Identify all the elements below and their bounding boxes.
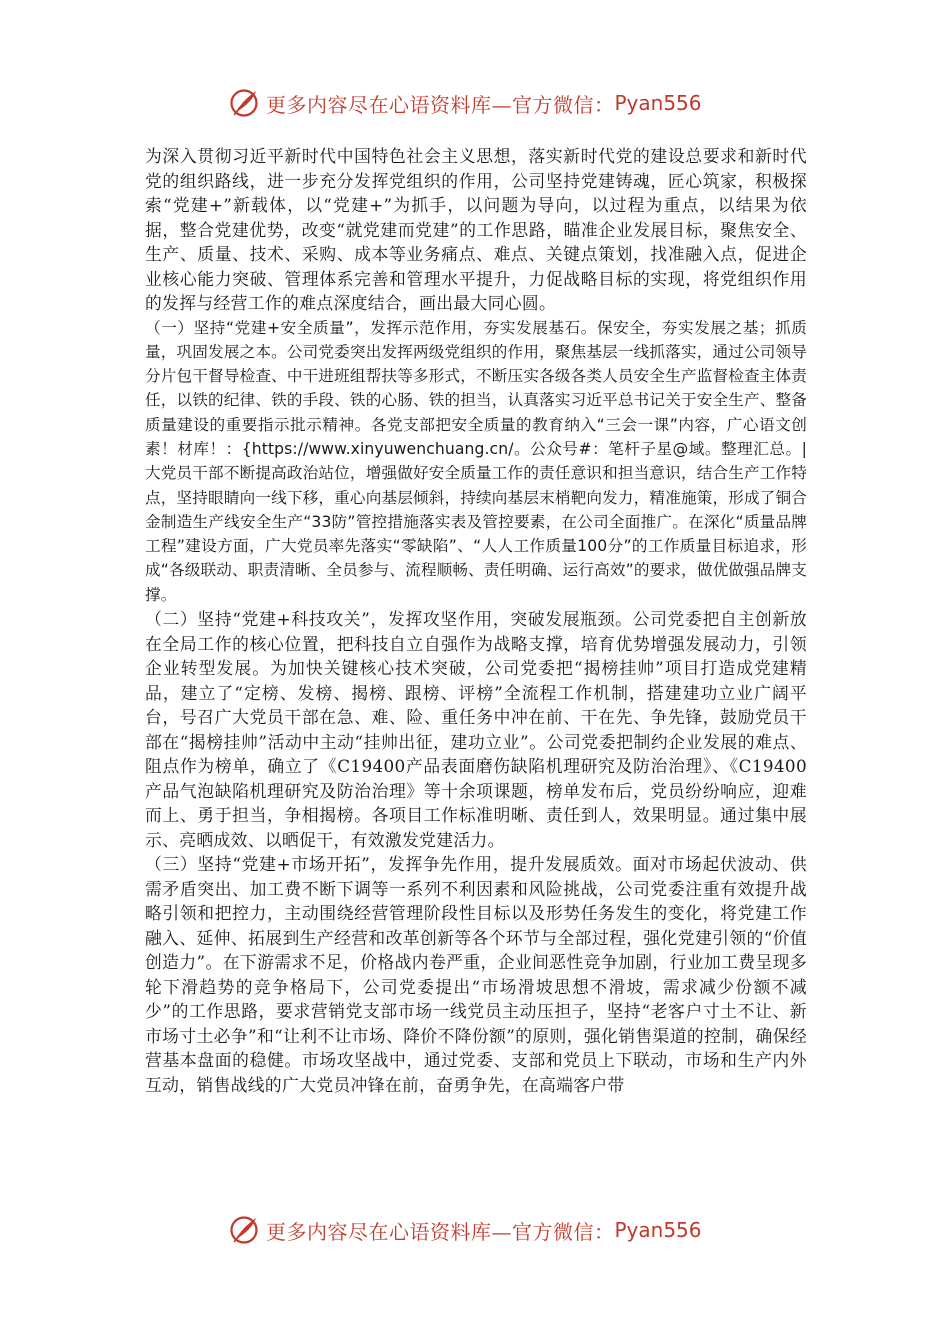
quill-logo-icon [228, 87, 260, 119]
section-1-paragraph: （一）坚持“党建+安全质量”，发挥示范作用，夯实发展基石。保安全，夯实发展之基；抓质量，巩固发展之本。公司党委突出发挥两级党组织的作用，聚焦基层一线抓落实，通过公司领导分片包干督导检查、中干进班组帮扶等多形式，不断压实各级各类人员安全生产监督检查主体责任，以铁的纪律、铁的手段、铁的心肠、铁的担当，认真落实习近平总书记关于安全生产、整备质量建设的重要指示批示精神。各党支部把安全质量的教育纳入“三会一课”内容，广心语文创素！材库！：{https://www.xinyuwenchuang.cn/。公众号#：笔杆子星@域。整理汇总。|大党员干部不断提高政治站位，增强做好安全质量工作的责任意识和担当意识，结合生产工作特点，坚持眼睛向一线下移，重心向基层倾斜，持续向基层末梢靶向发力，精准施策，形成了铜合金制造生产线安全生产“33防”管控措施落实表及管控要素，在公司全面推广。在深化“质量品牌工程”建设方面，广大党员率先落实“零缺陷”、“人人工作质量100分”的工作质量目标追求，形成“各级联动、职责清晰、全员参与、流程顺畅、责任明确、运行高效”的要求，做优做强品牌支撑。 [145, 318, 807, 604]
banner-promo-text: 更多内容尽在心语资料库—官方微信： [266, 92, 615, 117]
banner-wechat-id: Pyan556 [614, 1218, 702, 1242]
footer-banner [228, 1210, 702, 1250]
intro-paragraph: 为深入贯彻习近平新时代中国特色社会主义思想，落实新时代党的建设总要求和新时代党的组织路线，进一步充分发挥党组织的作用，公司坚持党建铸魂，匠心筑家，积极探索“党建+”新载体，以“党建+”为抓手，以问题为导向，以过程为重点，以结果为依据，整合党建优势，改变“就党建而党建”的工作思路，瞄准企业发展目标，聚焦安全、生产、质量、技术、采购、成本等业务痛点、难点、关键点策划，找准融入点，促进企业核心能力突破、管理体系完善和管理水平提升，力促战略目标的实现，将党组织作用的发挥与经营工作的难点深度结合，画出最大同心圆。 [145, 146, 807, 313]
banner-promo-text: 更多内容尽在心语资料库—官方微信： [266, 1219, 615, 1244]
section-2-paragraph: （二）坚持“党建+科技攻关”，发挥攻坚作用，突破发展瓶颈。公司党委把自主创新放在全局工作的核心位置，把科技自立自强作为战略支撑，培育优势增强发展动力，引领企业转型发展。为加快关键核心技术突破，公司党委把“揭榜挂帅”项目打造成党建精品，建立了“定榜、发榜、揭榜、跟榜、评榜”全流程工作机制，搭建建功立业广阔平台，号召广大党员干部在急、难、险、重任务中冲在前、干在先、争先锋，鼓励党员干部在“揭榜挂帅”活动中主动“挂帅出征，建功立业”。公司党委把制约企业发展的难点、阻点作为榜单，确立了《C19400产品表面磨伤缺陷机理研究及防治治理》、《C19400产品气泡缺陷机理研究及防治治理》等十余项课题，榜单发布后，党员纷纷响应，迎难而上、勇于担当，争相揭榜。各项目工作标准明晰、责任到人，效果明显。通过集中展示、亮晒成效、以晒促干，有效激发党建活力。 [145, 609, 807, 850]
banner-wechat-id: Pyan556 [614, 91, 702, 115]
section-3-paragraph: （三）坚持“党建+市场开拓”，发挥争先作用，提升发展质效。面对市场起伏波动、供需矛盾突出、加工费不断下调等一系列不利因素和风险挑战，公司党委注重有效提升战略引领和把控力，主动围绕经营管理阶段性目标以及形势任务发生的变化，将党建工作融入、延伸、拓展到生产经营和改革创新等各个环节与全部过程，强化党建引领的“价值创造力”。在下游需求不足，价格战内卷严重，企业间恶性竞争加剧，行业加工费呈现多轮下滑趋势的竞争格局下，公司党委提出“市场滑坡思想不滑坡，需求减少份额不减少”的工作思路，要求营销党支部市场一线党员主动压担子，坚持“老客户寸土不让、新市场寸土必争”和“让利不让市场、降价不降份额”的原则，强化销售渠道的控制，确保经营基本盘面的稳健。市场攻坚战中，通过党委、支部和党员上下联动，市场和生产内外互动，销售战线的广大党员冲锋在前，奋勇争先，在高端客户带 [145, 854, 807, 1095]
document-body [145, 144, 807, 1097]
quill-logo-icon [228, 1214, 260, 1246]
header-banner [228, 83, 702, 123]
